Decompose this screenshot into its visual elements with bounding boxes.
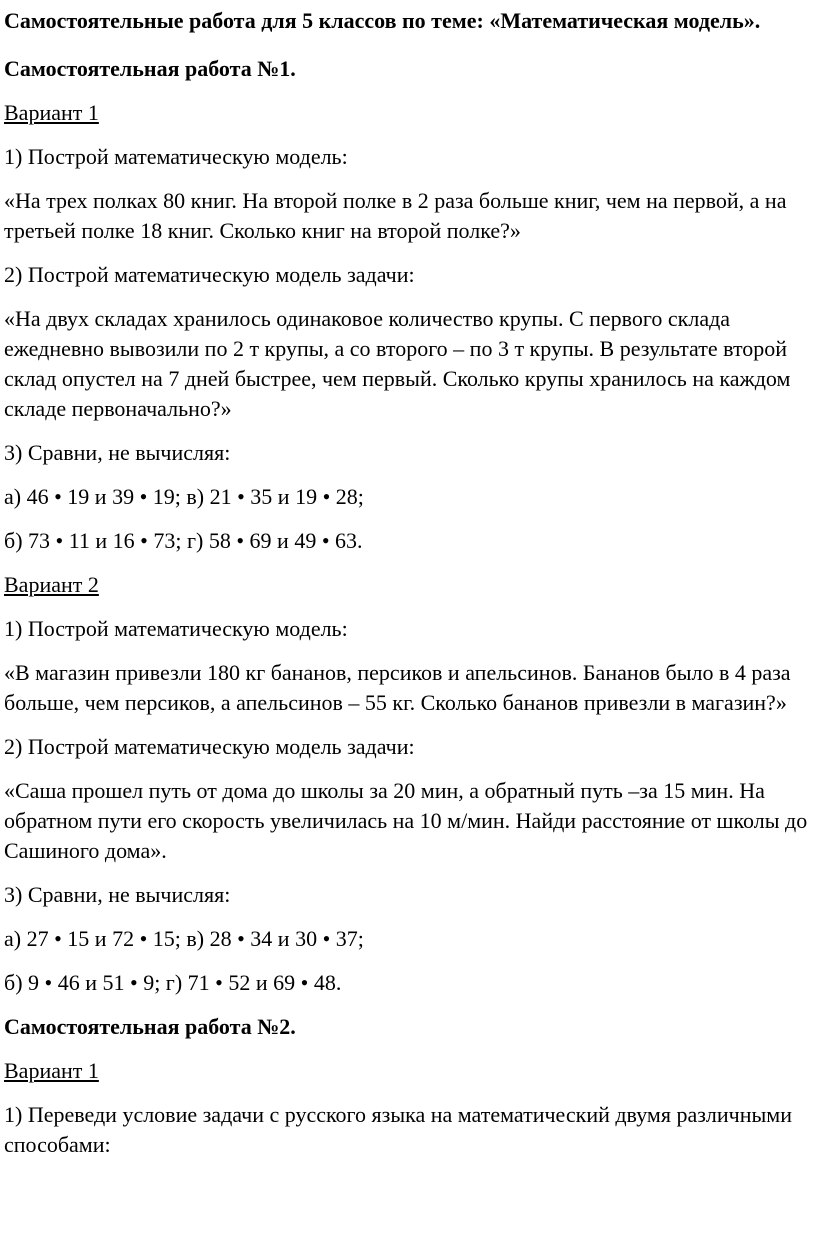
work-2-heading: Самостоятельная работа №2. <box>4 1014 296 1039</box>
work-1-variant-2-label: Вариант 2 <box>4 572 99 597</box>
w1v2-task-1-text: «В магазин привезли 180 кг бананов, персиков и апельсинов. Бананов было в 4 раза больше, чем персиков, а апельсинов – 55 кг. Сколько бананов привезли в магазин?» <box>4 660 791 715</box>
w1v2-task-3-row-b: б) 9 • 46 и 51 • 9; г) 71 • 52 и 69 • 48. <box>4 970 342 995</box>
document-title: Самостоятельные работа для 5 классов по теме: «Математическая модель». <box>4 8 761 33</box>
document-page <box>0 6 816 1241</box>
w1v2-task-2-text: «Саша прошел путь от дома до школы за 20 мин, а обратный путь –за 15 мин. На обратном пути его скорость увеличилась на 10 м/мин. Найди расстояние от школы до Сашиного дома». <box>4 778 808 863</box>
w1v1-task-3-intro: 3) Сравни, не вычисляя: <box>4 440 231 465</box>
work-2-variant-1-label: Вариант 1 <box>4 1058 99 1083</box>
work-1-variant-1-label: Вариант 1 <box>4 100 99 125</box>
w1v2-task-1-intro: 1) Построй математическую модель: <box>4 616 348 641</box>
w1v1-task-2-intro: 2) Построй математическую модель задачи: <box>4 262 415 287</box>
w1v1-task-1-intro: 1) Построй математическую модель: <box>4 144 348 169</box>
w1v1-task-3-row-a: а) 46 • 19 и 39 • 19; в) 21 • 35 и 19 • 28; <box>4 484 364 509</box>
w1v1-task-2-text: «На двух складах хранилось одинаковое количество крупы. С первого склада ежедневно вывозили по 2 т крупы, а со второго – по 3 т крупы. В результате второй склад опустел на 7 дней быстрее, чем первый. Сколько крупы хранилось на каждом складе первоначально?» <box>4 306 791 421</box>
w1v1-task-1-text: «На трех полках 80 книг. На второй полке в 2 раза больше книг, чем на первой, а на третьей полке 18 книг. Сколько книг на второй полке?» <box>4 188 787 243</box>
w2v1-task-1-intro: 1) Переведи условие задачи с русского языка на математический двумя различными способами: <box>4 1102 792 1157</box>
w1v2-task-3-intro: 3) Сравни, не вычисляя: <box>4 882 231 907</box>
w1v2-task-3-row-a: а) 27 • 15 и 72 • 15; в) 28 • 34 и 30 • 37; <box>4 926 364 951</box>
w1v2-task-2-intro: 2) Построй математическую модель задачи: <box>4 734 415 759</box>
w1v1-task-3-row-b: б) 73 • 11 и 16 • 73; г) 58 • 69 и 49 • 63. <box>4 528 363 553</box>
work-1-heading: Самостоятельная работа №1. <box>4 56 296 81</box>
